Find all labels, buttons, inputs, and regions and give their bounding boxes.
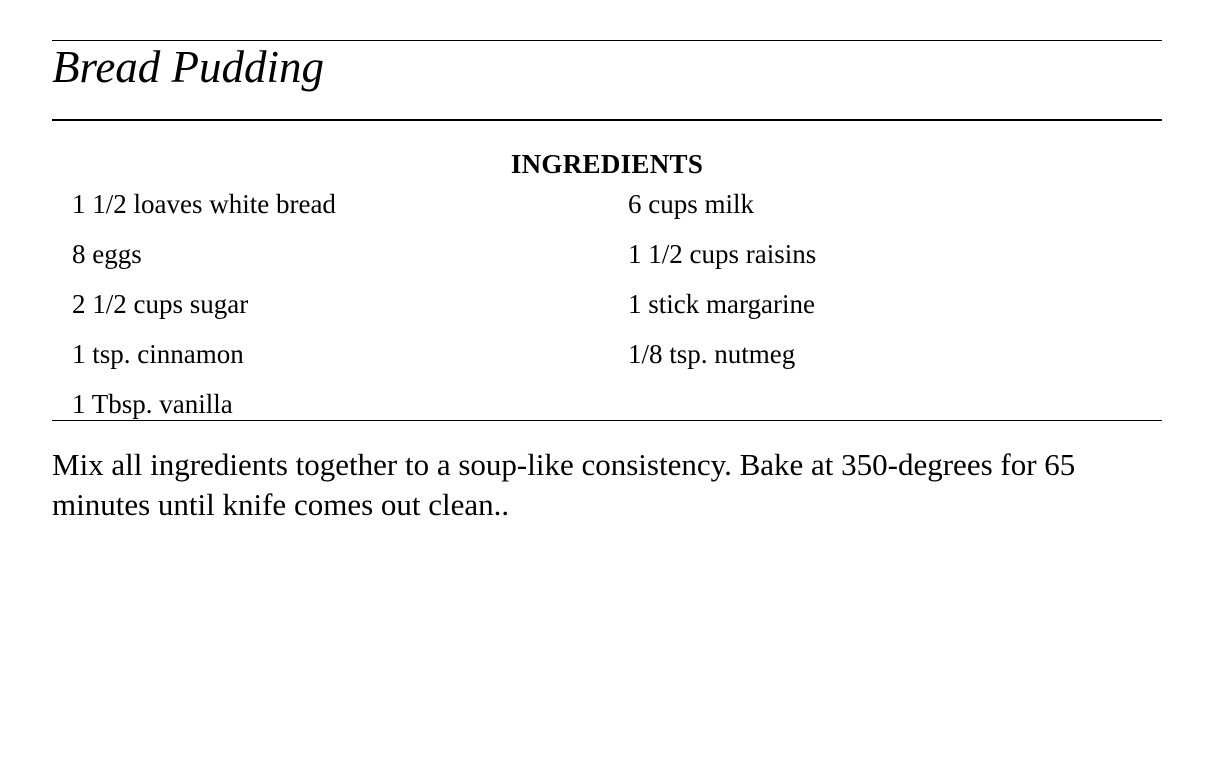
ingredient-item: 8 eggs — [72, 239, 142, 269]
ingredient-item: 2 1/2 cups sugar — [72, 289, 249, 319]
ingredient-item: 1 tsp. cinnamon — [72, 339, 244, 369]
ingredient-item: 1/8 tsp. nutmeg — [628, 339, 796, 369]
ingredient-item: 6 cups milk — [628, 189, 754, 219]
ingredients-heading: INGREDIENTS — [510, 149, 704, 179]
ingredient-item: 1 1/2 cups raisins — [628, 239, 817, 269]
ingredient-item: 1 1/2 loaves white bread — [72, 189, 336, 219]
ingredients-list — [52, 184, 1162, 434]
recipe-title: Bread Pudding — [52, 42, 325, 92]
recipe-card — [52, 40, 1162, 525]
title-rule — [52, 119, 1162, 121]
ingredient-item: 1 stick margarine — [628, 289, 815, 319]
ingredient-item: 1 Tbsp. vanilla — [72, 389, 233, 419]
directions-text: Mix all ingredients together to a soup-like consistency. Bake at 350-degrees for 65 minutes until knife comes out clean.. — [52, 447, 1076, 522]
